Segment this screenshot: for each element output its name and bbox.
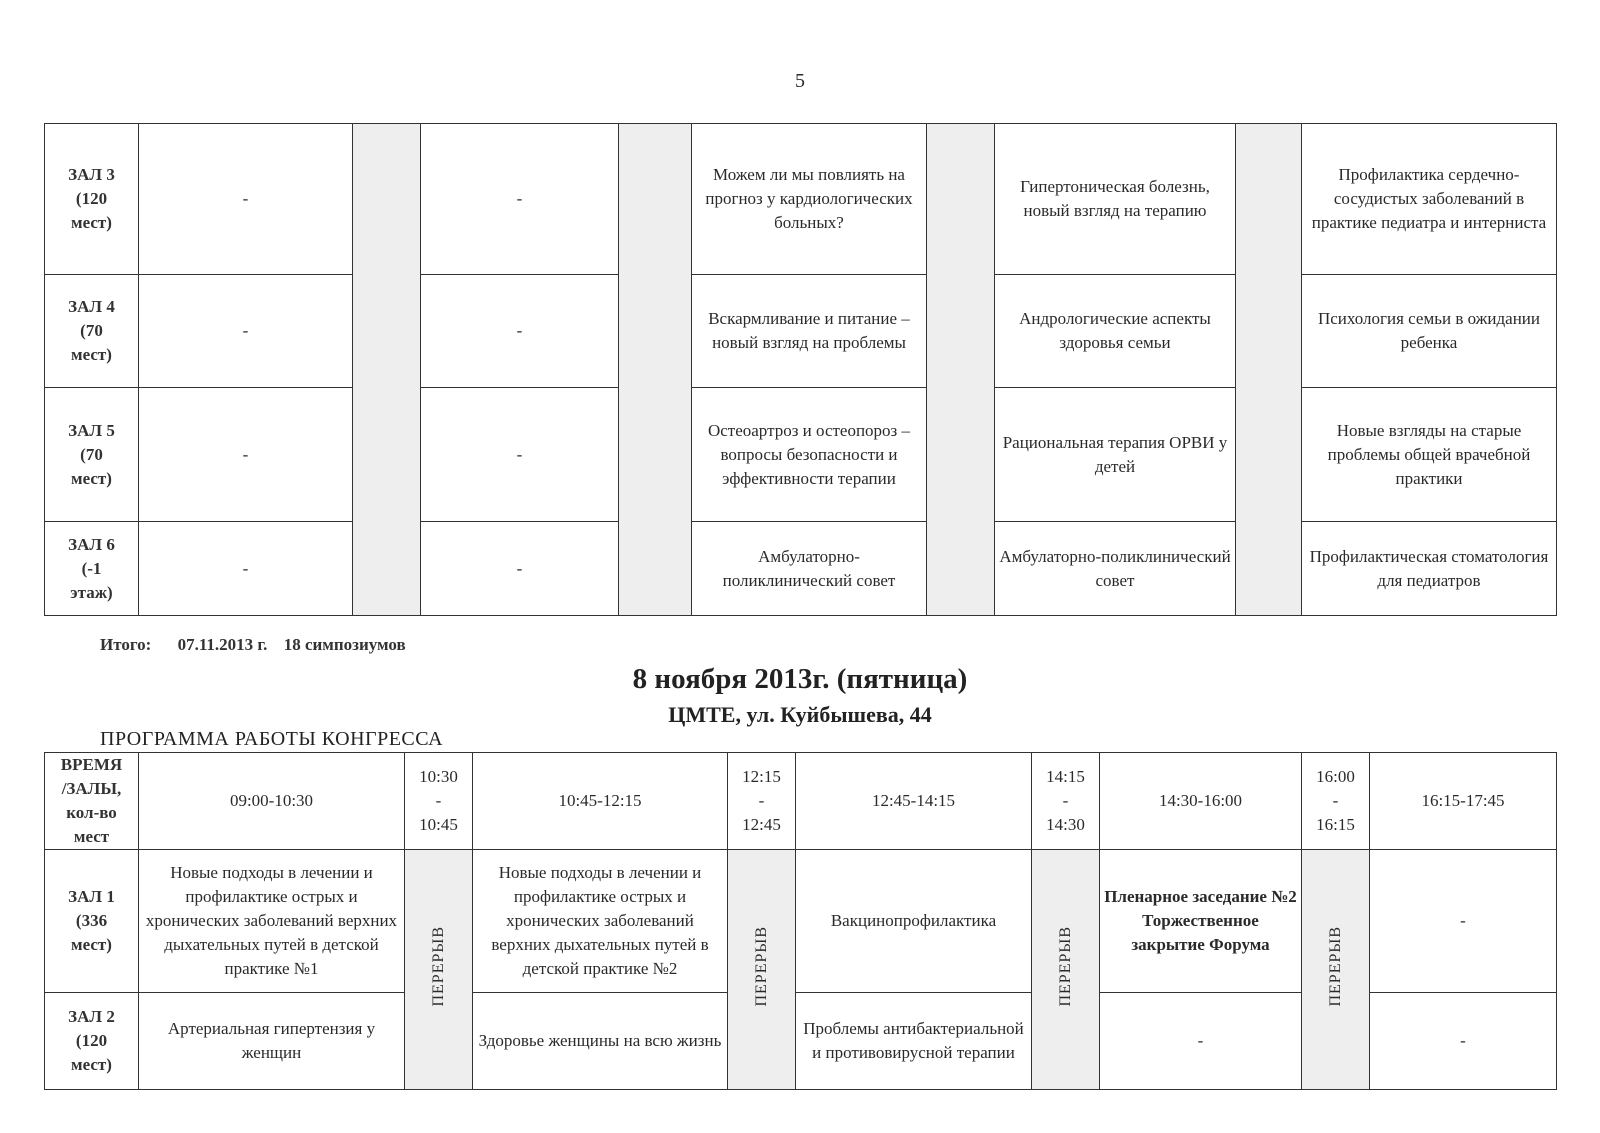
session-cell: - <box>139 388 353 522</box>
break-column <box>728 850 796 1090</box>
session-cell: - <box>139 124 353 275</box>
break-column <box>1236 124 1302 616</box>
session-cell: Амбулаторно-поликлинический совет <box>692 522 927 616</box>
summary-label: Итого: <box>100 635 152 654</box>
session-cell: Здоровье женщины на всю жизнь <box>473 993 728 1090</box>
break-label: ПЕРЕРЫВ <box>429 925 447 1007</box>
break-column <box>1302 850 1370 1090</box>
table-row <box>45 522 1557 616</box>
break-column <box>353 124 421 616</box>
table-row <box>45 850 1557 993</box>
break-time-header: 10:30 - 10:45 <box>405 753 473 850</box>
session-cell: Остеоартроз и остеопороз – вопросы безопасности и эффективности терапии <box>692 388 927 522</box>
session-cell: Новые подходы в лечении и профилактике острых и хронических заболеваний верхних дыхательных путей в детской практике №1 <box>139 850 405 993</box>
day-title: 8 ноября 2013г. (пятница) <box>632 663 968 695</box>
slot-header: 10:45-12:15 <box>473 753 728 850</box>
session-cell: Новые подходы в лечении и профилактике острых и хронических заболеваний верхних дыхательных путей в детской практике №2 <box>473 850 728 993</box>
slot-header: 12:45-14:15 <box>796 753 1032 850</box>
break-time-header: 16:00 - 16:15 <box>1302 753 1370 850</box>
session-cell: Можем ли мы повлиять на прогноз у кардиологических больных? <box>692 124 927 275</box>
session-cell: Артериальная гипертензия у женщин <box>139 993 405 1090</box>
page-number: 5 <box>795 70 805 92</box>
slot-header: 09:00-10:30 <box>139 753 405 850</box>
session-cell: Амбулаторно-поликлинический совет <box>995 522 1236 616</box>
hall-cell: ЗАЛ 2 (120 мест) <box>45 993 139 1090</box>
session-cell: Рациональная терапия ОРВИ у детей <box>995 388 1236 522</box>
session-cell: Вакцинопрофилактика <box>796 850 1032 993</box>
break-column <box>619 124 692 616</box>
hall-cell: ЗАЛ 3 (120 мест) <box>45 124 139 275</box>
session-cell: - <box>421 275 619 388</box>
session-cell: - <box>1370 850 1557 993</box>
plenary-session-cell: Пленарное заседание №2 Торжественное закрытие Форума <box>1100 850 1302 993</box>
session-cell: Проблемы антибактериальной и противовирусной терапии <box>796 993 1032 1090</box>
slot-header: 16:15-17:45 <box>1370 753 1557 850</box>
session-cell: Андрологические аспекты здоровья семьи <box>995 275 1236 388</box>
summary-count: 18 симпозиумов <box>283 635 406 654</box>
table-row <box>45 124 1557 275</box>
session-cell: - <box>421 522 619 616</box>
break-label: ПЕРЕРЫВ <box>1056 925 1074 1007</box>
session-cell: Профилактическая стоматология для педиатров <box>1302 522 1557 616</box>
session-cell: Психология семьи в ожидании ребенка <box>1302 275 1557 388</box>
summary-date: 07.11.2013 г. <box>177 635 268 654</box>
session-cell: Новые взгляды на старые проблемы общей врачебной практики <box>1302 388 1557 522</box>
break-label: ПЕРЕРЫВ <box>1326 925 1344 1007</box>
hall-header: ВРЕМЯ /ЗАЛЫ, кол-во мест <box>45 753 139 850</box>
table-row <box>45 275 1557 388</box>
session-cell: - <box>1100 993 1302 1090</box>
slot-header: 14:30-16:00 <box>1100 753 1302 850</box>
session-cell: Гипертоническая болезнь, новый взгляд на терапию <box>995 124 1236 275</box>
hall-cell: ЗАЛ 6 (-1 этаж) <box>45 522 139 616</box>
venue: ЦМТЕ, ул. Куйбышева, 44 <box>668 702 932 727</box>
program-title: ПРОГРАММА РАБОТЫ КОНГРЕССА <box>100 728 444 750</box>
break-label: ПЕРЕРЫВ <box>752 925 770 1007</box>
break-time-header: 14:15 - 14:30 <box>1032 753 1100 850</box>
session-cell: Вскармливание и питание – новый взгляд на проблемы <box>692 275 927 388</box>
break-column <box>1032 850 1100 1090</box>
break-column <box>405 850 473 1090</box>
session-cell: - <box>421 124 619 275</box>
hall-cell: ЗАЛ 5 (70 мест) <box>45 388 139 522</box>
day-summary <box>100 635 406 655</box>
hall-cell: ЗАЛ 1 (336 мест) <box>45 850 139 993</box>
hall-cell: ЗАЛ 4 (70 мест) <box>45 275 139 388</box>
session-cell: - <box>139 522 353 616</box>
table-row <box>45 388 1557 522</box>
session-cell: - <box>421 388 619 522</box>
schedule-table-nov8 <box>44 752 1557 1090</box>
break-time-header: 12:15 - 12:45 <box>728 753 796 850</box>
header-row <box>45 753 1557 850</box>
session-cell: - <box>139 275 353 388</box>
break-column <box>927 124 995 616</box>
session-cell: Профилактика сердечно-сосудистых заболеваний в практике педиатра и интерниста <box>1302 124 1557 275</box>
schedule-table-nov7 <box>44 123 1557 616</box>
session-cell: - <box>1370 993 1557 1090</box>
